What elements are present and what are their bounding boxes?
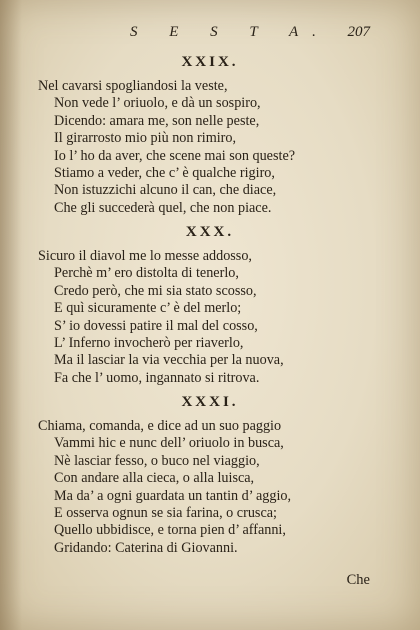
verse-line: Gridando: Caterina di Giovanni. xyxy=(54,539,238,556)
stanza-30 xyxy=(38,248,388,387)
verse-line: Nel cavarsi spogliandosi la veste, xyxy=(38,78,228,94)
verse-line: Io l’ ho da aver, che scene mai son queste? xyxy=(54,147,296,164)
verse-line: Credo però, che mi sia stato scosso, xyxy=(54,282,257,299)
verse-line: Non istuzzichi alcuno il can, che diace, xyxy=(54,182,277,199)
verse-line: Perchè m’ ero distolta di tenerlo, xyxy=(54,265,239,282)
verse-line: Non vede l’ oriuolo, e dà un sospiro, xyxy=(54,95,261,112)
catchword: Che xyxy=(346,572,370,588)
verse-line: Fa che l’ uomo, ingannato si ritrova. xyxy=(54,369,260,386)
verse-line: L’ Inferno invocherò per riaverlo, xyxy=(54,335,244,352)
stanza-31 xyxy=(38,418,388,557)
verse-line: Il girarrosto mio più non rimiro, xyxy=(54,130,237,147)
verse-line: Dicendo: amara me, son nelle peste, xyxy=(54,112,260,129)
verse-line: Che gli succederà quel, che non piace. xyxy=(54,199,272,216)
stanza-number-29: XXIX. xyxy=(181,54,239,70)
verse-line: Chiama, comanda, e dice ad un suo paggio xyxy=(38,418,282,434)
verse-line: Sicuro il diavol me lo messe addosso, xyxy=(38,248,252,264)
stanza-number-30: XXX. xyxy=(185,224,235,240)
stanza-29 xyxy=(38,78,388,217)
verse-line: E quì sicuramente c’ è del merlo; xyxy=(54,300,242,317)
verse-line: Vammi hic e nunc dell’ oriuolo in busca, xyxy=(54,435,284,452)
stanza-number-31: XXXI. xyxy=(181,394,239,410)
page-number: 207 xyxy=(347,24,370,40)
page-gutter-shadow xyxy=(0,0,22,630)
verse-line: Con andare alla cieca, o alla luisca, xyxy=(54,470,255,487)
verse-line: Quello ubbidisce, e torna pien d’ affanni, xyxy=(54,522,286,539)
verse-line: Ma da’ a ogni guardata un tantin d’ aggio, xyxy=(54,487,292,504)
running-head xyxy=(0,24,420,44)
verse-line: S’ io dovessi patire il mal del cosso, xyxy=(54,317,258,334)
running-head-section: S E S T A. xyxy=(130,24,330,40)
verse-line: E osserva ognun se sia farina, o crusca; xyxy=(54,505,277,522)
verse-line: Nè lasciar fesso, o buco nel viaggio, xyxy=(54,452,260,469)
verse-line: Stiamo a veder, che c’ è qualche rigiro, xyxy=(54,165,275,182)
verse-line: Ma il lasciar la via vecchia per la nuova, xyxy=(54,352,284,369)
